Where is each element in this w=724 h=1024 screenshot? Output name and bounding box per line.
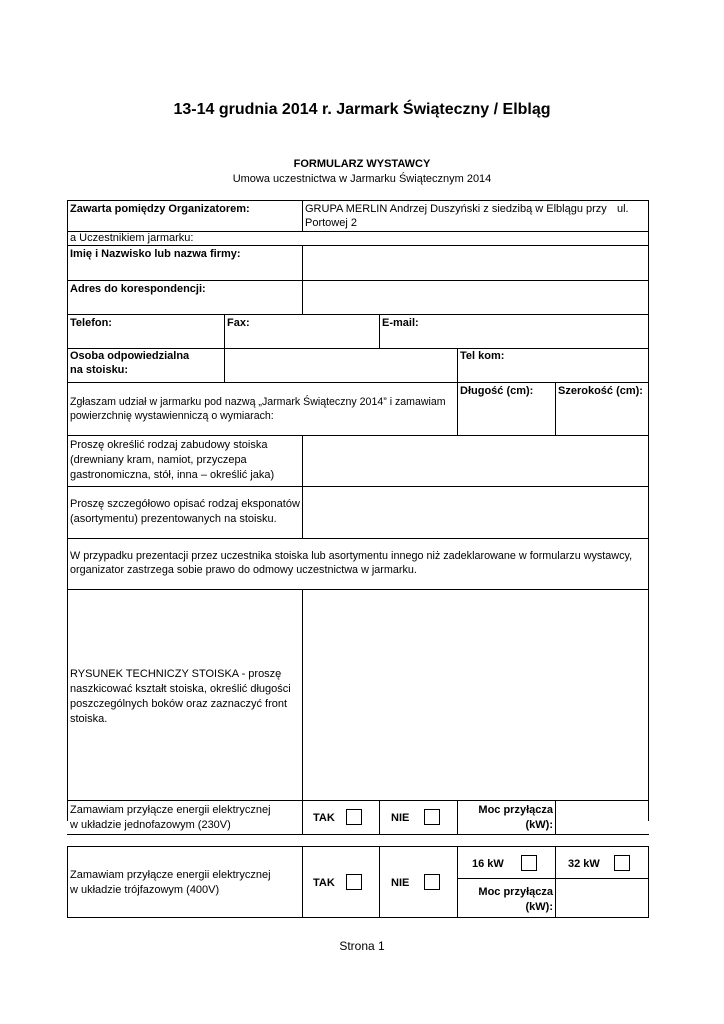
participation-text: Zgłaszam udział w jarmarku pod nazwą „Jarmark Świąteczny 2014” i zamawiam <box>70 396 446 408</box>
row-divider <box>67 200 649 201</box>
power2-label-line2: w układzie trójfazowym (400V) <box>70 884 220 896</box>
length-label: Długość (cm): <box>460 385 534 397</box>
contact-label: Osoba odpowiedzialna <box>70 350 190 362</box>
col-divider <box>555 846 556 918</box>
kw16-label: 16 kW <box>472 858 504 870</box>
participation-text-line2: powierzchnię wystawienniczą o wymiarach: <box>70 410 274 422</box>
power1-label-line2: w układzie jednofazowym (230V) <box>70 819 231 831</box>
organizer-value: GRUPA MERLIN Andrzej Duszyński z siedzibą w Elblągu przy <box>305 203 607 215</box>
drawing-label: RYSUNEK TECHNICZY STOISKA - proszę <box>70 668 282 680</box>
power2-label: Zamawiam przyłącze energii elektrycznej <box>70 869 271 881</box>
notice-text: W przypadku prezentacji przez uczestnika stoiska lub asortymentu innego niż zadeklarowane w formularzu wystawcy, <box>70 550 633 562</box>
kw32-checkbox[interactable] <box>614 855 630 871</box>
email-label: E-mail: <box>382 317 419 329</box>
contact-field[interactable] <box>225 349 457 382</box>
row-divider <box>67 538 649 539</box>
stand-type-label: Proszę określić rodzaj zabudowy stoiska <box>70 439 268 451</box>
row-divider <box>67 800 649 801</box>
form-subtitle: Umowa uczestnictwa w Jarmarku Świątecznym 2014 <box>232 173 492 185</box>
contact-label-line2: na stoisku: <box>70 364 129 376</box>
exhibits-label: Proszę szczegółowo opisać rodzaj eksponatów <box>70 498 300 510</box>
fax-label: Fax: <box>227 317 250 329</box>
width-label: Szerokość (cm): <box>558 385 643 397</box>
col-divider <box>379 314 380 348</box>
phone-label: Telefon: <box>70 317 112 329</box>
kw32-label: 32 kW <box>568 858 600 870</box>
col-divider <box>555 800 556 834</box>
col-divider <box>379 800 380 834</box>
power1-yes-checkbox[interactable] <box>346 809 362 825</box>
organizer-value-street: Portowej 2 <box>305 217 357 229</box>
power1-no-label: NIE <box>391 812 410 824</box>
col-divider <box>302 846 303 918</box>
row-divider <box>67 314 649 315</box>
col-divider <box>648 846 649 918</box>
participant-label: a Uczestnikiem jarmarku: <box>70 232 194 244</box>
stand-type-label-line3: gastronomiczna, stół, inna – określić jaka) <box>70 469 275 481</box>
address-field[interactable] <box>303 281 648 314</box>
col-divider <box>67 846 68 918</box>
row-divider <box>457 878 649 879</box>
col-divider <box>302 200 303 231</box>
drawing-label-line4: stoiska. <box>70 713 108 725</box>
power2-no-label: NIE <box>391 877 410 889</box>
organizer-value-ul: ul. <box>617 203 629 215</box>
power1-power-label: Moc przyłącza <box>478 804 553 816</box>
power1-yes-label: TAK <box>313 812 335 824</box>
col-divider <box>555 382 556 435</box>
row-divider <box>67 917 649 918</box>
col-divider <box>457 348 458 435</box>
stand-type-label-line2: (drewniany kram, namiot, przyczepa <box>70 454 247 466</box>
power2-no-checkbox[interactable] <box>424 874 440 890</box>
table-border-left <box>67 200 68 821</box>
power2-yes-label: TAK <box>313 877 335 889</box>
row-divider <box>67 834 649 835</box>
row-divider <box>67 846 649 847</box>
tel-kom-label: Tel kom: <box>460 350 505 362</box>
drawing-label-line3: poszczególnych boków oraz zaznaczyć front <box>70 698 288 710</box>
power1-label: Zamawiam przyłącze energii elektrycznej <box>70 804 271 816</box>
notice-text-line2: organizator zastrzega sobie prawo do odmowy uczestnictwa w jarmarku. <box>70 564 417 576</box>
table-border-right <box>648 200 649 821</box>
exhibits-label-line2: (asortymentu) prezentowanych na stoisku. <box>70 513 277 525</box>
drawing-area[interactable] <box>303 590 648 800</box>
page-title: 13-14 grudnia 2014 r. Jarmark Świąteczny / Elbląg <box>173 101 551 118</box>
stand-type-field[interactable] <box>303 436 648 486</box>
row-divider <box>67 382 649 383</box>
col-divider <box>379 846 380 918</box>
form-title: FORMULARZ WYSTAWCY <box>293 158 431 170</box>
organizer-label: Zawarta pomiędzy Organizatorem: <box>70 203 250 215</box>
page-number: Strona 1 <box>339 939 385 953</box>
power1-no-checkbox[interactable] <box>424 809 440 825</box>
power1-power-unit: (kW): <box>525 819 553 831</box>
name-label: Imię i Nazwisko lub nazwa firmy: <box>70 248 241 260</box>
exhibits-field[interactable] <box>303 487 648 538</box>
kw16-checkbox[interactable] <box>521 855 537 871</box>
power2-yes-checkbox[interactable] <box>346 874 362 890</box>
power2-power-label: Moc przyłącza <box>478 886 553 898</box>
name-field[interactable] <box>303 246 648 280</box>
address-label: Adres do korespondencji: <box>70 283 206 295</box>
power2-power-unit: (kW): <box>525 901 553 913</box>
drawing-label-line2: naszkicować kształt stoiska, określić długości <box>70 683 291 695</box>
